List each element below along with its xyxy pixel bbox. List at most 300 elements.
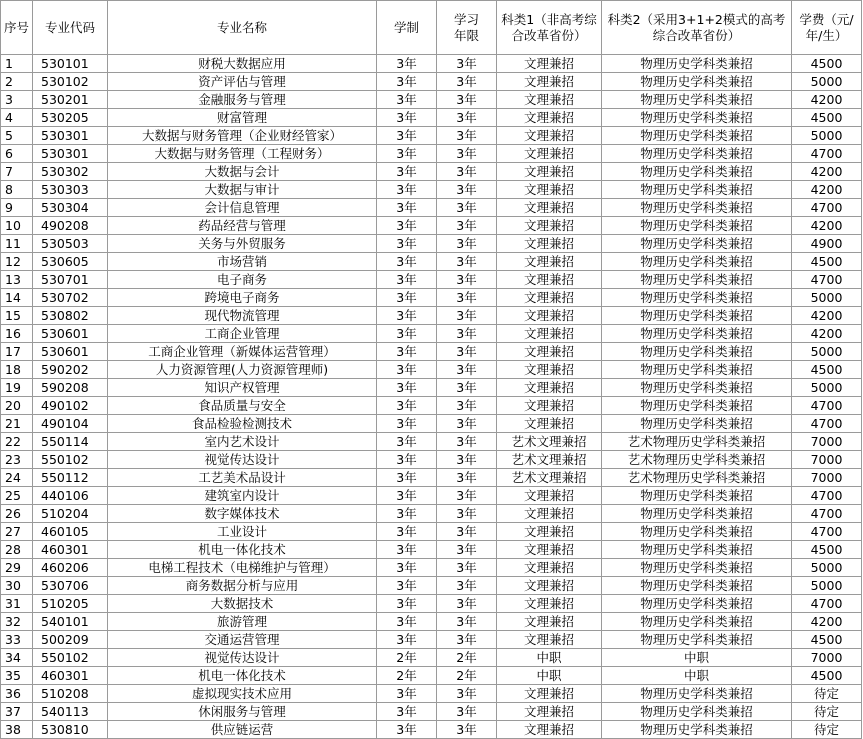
table-row (1, 523, 862, 541)
cell-major-code: 590202 (33, 361, 108, 379)
cell-fee: 5000 (792, 577, 862, 595)
cell-fee: 待定 (792, 685, 862, 703)
cell-category-1: 文理兼招 (497, 361, 602, 379)
cell-system: 3年 (377, 379, 437, 397)
table-row (1, 577, 862, 595)
cell-fee: 待定 (792, 721, 862, 739)
cell-system: 3年 (377, 55, 437, 73)
cell-category-1: 文理兼招 (497, 271, 602, 289)
cell-major-code: 490208 (33, 217, 108, 235)
table-row (1, 253, 862, 271)
cell-system: 3年 (377, 703, 437, 721)
cell-system: 3年 (377, 73, 437, 91)
cell-major-name: 供应链运营 (108, 721, 377, 739)
cell-study-years: 3年 (437, 379, 497, 397)
cell-study-years: 3年 (437, 613, 497, 631)
table-row (1, 721, 862, 739)
cell-fee: 7000 (792, 469, 862, 487)
table-row (1, 289, 862, 307)
table-row (1, 127, 862, 145)
cell-system: 3年 (377, 289, 437, 307)
cell-system: 3年 (377, 181, 437, 199)
table-row (1, 703, 862, 721)
cell-major-name: 食品检验检测技术 (108, 415, 377, 433)
cell-category-2: 物理历史学科类兼招 (602, 595, 792, 613)
cell-system: 3年 (377, 523, 437, 541)
table-row (1, 613, 862, 631)
table-row (1, 379, 862, 397)
cell-seq: 36 (1, 685, 33, 703)
table-row (1, 307, 862, 325)
cell-major-name: 财税大数据应用 (108, 55, 377, 73)
table-row (1, 145, 862, 163)
cell-major-name: 电子商务 (108, 271, 377, 289)
cell-category-1: 文理兼招 (497, 289, 602, 307)
cell-major-name: 财富管理 (108, 109, 377, 127)
cell-system: 3年 (377, 397, 437, 415)
cell-major-code: 440106 (33, 487, 108, 505)
cell-major-code: 550114 (33, 433, 108, 451)
cell-seq: 30 (1, 577, 33, 595)
cell-system: 3年 (377, 307, 437, 325)
cell-major-name: 现代物流管理 (108, 307, 377, 325)
cell-study-years: 3年 (437, 577, 497, 595)
cell-category-1: 文理兼招 (497, 541, 602, 559)
cell-seq: 38 (1, 721, 33, 739)
cell-fee: 4200 (792, 613, 862, 631)
table-row (1, 217, 862, 235)
cell-study-years: 3年 (437, 433, 497, 451)
cell-major-name: 工商企业管理 (108, 325, 377, 343)
cell-category-1: 文理兼招 (497, 163, 602, 181)
cell-seq: 8 (1, 181, 33, 199)
table-row (1, 649, 862, 667)
table-row (1, 199, 862, 217)
cell-category-2: 物理历史学科类兼招 (602, 109, 792, 127)
cell-category-2: 物理历史学科类兼招 (602, 721, 792, 739)
header-row (1, 1, 862, 55)
cell-major-code: 530802 (33, 307, 108, 325)
cell-fee: 4500 (792, 55, 862, 73)
table-row (1, 55, 862, 73)
header-category-2: 科类2（采用3+1+2模式的高考综合改革省份） (602, 1, 792, 55)
cell-category-1: 文理兼招 (497, 523, 602, 541)
cell-major-name: 工业设计 (108, 523, 377, 541)
cell-major-code: 530301 (33, 127, 108, 145)
cell-fee: 5000 (792, 289, 862, 307)
cell-category-1: 中职 (497, 649, 602, 667)
cell-major-code: 490102 (33, 397, 108, 415)
cell-category-2: 物理历史学科类兼招 (602, 613, 792, 631)
cell-major-name: 电梯工程技术（电梯维护与管理） (108, 559, 377, 577)
cell-major-name: 食品质量与安全 (108, 397, 377, 415)
cell-category-2: 物理历史学科类兼招 (602, 397, 792, 415)
cell-study-years: 3年 (437, 325, 497, 343)
cell-category-2: 物理历史学科类兼招 (602, 73, 792, 91)
cell-fee: 4900 (792, 235, 862, 253)
cell-system: 3年 (377, 199, 437, 217)
cell-major-name: 机电一体化技术 (108, 667, 377, 685)
cell-system: 3年 (377, 595, 437, 613)
cell-fee: 4700 (792, 595, 862, 613)
header-code: 专业代码 (33, 1, 108, 55)
table-row (1, 109, 862, 127)
cell-major-name: 大数据与财务管理（企业财经管家） (108, 127, 377, 145)
cell-category-2: 中职 (602, 667, 792, 685)
table-row (1, 361, 862, 379)
cell-study-years: 3年 (437, 91, 497, 109)
cell-major-name: 大数据与审计 (108, 181, 377, 199)
cell-fee: 4500 (792, 541, 862, 559)
cell-fee: 4700 (792, 199, 862, 217)
cell-seq: 16 (1, 325, 33, 343)
cell-category-2: 物理历史学科类兼招 (602, 253, 792, 271)
cell-category-2: 物理历史学科类兼招 (602, 523, 792, 541)
header-fee: 学费（元/年/生） (792, 1, 862, 55)
cell-major-name: 大数据技术 (108, 595, 377, 613)
cell-system: 3年 (377, 109, 437, 127)
cell-major-code: 530301 (33, 145, 108, 163)
cell-major-code: 530701 (33, 271, 108, 289)
cell-category-2: 艺术物理历史学科类兼招 (602, 469, 792, 487)
cell-category-1: 艺术文理兼招 (497, 469, 602, 487)
cell-study-years: 3年 (437, 163, 497, 181)
cell-category-2: 物理历史学科类兼招 (602, 127, 792, 145)
cell-category-1: 文理兼招 (497, 505, 602, 523)
cell-fee: 4700 (792, 145, 862, 163)
cell-category-1: 文理兼招 (497, 91, 602, 109)
cell-system: 2年 (377, 667, 437, 685)
cell-major-code: 530101 (33, 55, 108, 73)
cell-fee: 7000 (792, 649, 862, 667)
cell-fee: 4700 (792, 523, 862, 541)
cell-system: 3年 (377, 343, 437, 361)
cell-seq: 1 (1, 55, 33, 73)
cell-study-years: 3年 (437, 631, 497, 649)
cell-major-code: 530302 (33, 163, 108, 181)
table-row (1, 415, 862, 433)
cell-major-name: 关务与外贸服务 (108, 235, 377, 253)
cell-fee: 4200 (792, 163, 862, 181)
cell-major-name: 交通运营管理 (108, 631, 377, 649)
cell-seq: 37 (1, 703, 33, 721)
cell-major-code: 530702 (33, 289, 108, 307)
table-row (1, 631, 862, 649)
cell-seq: 14 (1, 289, 33, 307)
cell-study-years: 3年 (437, 253, 497, 271)
cell-study-years: 3年 (437, 451, 497, 469)
table-row (1, 397, 862, 415)
cell-system: 3年 (377, 469, 437, 487)
cell-category-1: 文理兼招 (497, 307, 602, 325)
cell-category-2: 物理历史学科类兼招 (602, 289, 792, 307)
cell-fee: 7000 (792, 451, 862, 469)
cell-major-code: 540101 (33, 613, 108, 631)
cell-category-1: 艺术文理兼招 (497, 451, 602, 469)
cell-major-name: 虚拟现实技术应用 (108, 685, 377, 703)
cell-category-1: 文理兼招 (497, 325, 602, 343)
cell-study-years: 2年 (437, 667, 497, 685)
cell-system: 3年 (377, 253, 437, 271)
cell-category-1: 文理兼招 (497, 199, 602, 217)
cell-category-1: 文理兼招 (497, 253, 602, 271)
cell-major-name: 药品经营与管理 (108, 217, 377, 235)
cell-fee: 4700 (792, 397, 862, 415)
table-row (1, 451, 862, 469)
cell-fee: 4500 (792, 253, 862, 271)
cell-study-years: 3年 (437, 523, 497, 541)
cell-category-2: 物理历史学科类兼招 (602, 631, 792, 649)
cell-major-code: 460301 (33, 667, 108, 685)
cell-seq: 22 (1, 433, 33, 451)
cell-major-code: 510205 (33, 595, 108, 613)
cell-study-years: 3年 (437, 487, 497, 505)
cell-system: 3年 (377, 721, 437, 739)
cell-category-1: 文理兼招 (497, 721, 602, 739)
cell-study-years: 3年 (437, 127, 497, 145)
cell-study-years: 3年 (437, 181, 497, 199)
cell-seq: 19 (1, 379, 33, 397)
cell-major-name: 金融服务与管理 (108, 91, 377, 109)
cell-system: 3年 (377, 235, 437, 253)
cell-seq: 10 (1, 217, 33, 235)
cell-major-name: 建筑室内设计 (108, 487, 377, 505)
cell-category-2: 物理历史学科类兼招 (602, 145, 792, 163)
cell-category-1: 文理兼招 (497, 685, 602, 703)
cell-major-name: 跨境电子商务 (108, 289, 377, 307)
cell-major-code: 550102 (33, 451, 108, 469)
cell-study-years: 3年 (437, 397, 497, 415)
cell-category-1: 文理兼招 (497, 145, 602, 163)
cell-category-2: 物理历史学科类兼招 (602, 235, 792, 253)
cell-seq: 6 (1, 145, 33, 163)
cell-study-years: 3年 (437, 55, 497, 73)
cell-system: 3年 (377, 127, 437, 145)
cell-seq: 5 (1, 127, 33, 145)
cell-major-code: 530605 (33, 253, 108, 271)
cell-system: 2年 (377, 649, 437, 667)
cell-fee: 5000 (792, 559, 862, 577)
cell-category-1: 文理兼招 (497, 109, 602, 127)
cell-major-name: 数字媒体技术 (108, 505, 377, 523)
cell-study-years: 2年 (437, 649, 497, 667)
cell-category-1: 文理兼招 (497, 127, 602, 145)
cell-major-code: 530201 (33, 91, 108, 109)
cell-major-name: 市场营销 (108, 253, 377, 271)
cell-seq: 17 (1, 343, 33, 361)
cell-category-1: 文理兼招 (497, 73, 602, 91)
cell-category-2: 物理历史学科类兼招 (602, 271, 792, 289)
cell-study-years: 3年 (437, 217, 497, 235)
cell-major-code: 530303 (33, 181, 108, 199)
cell-category-1: 文理兼招 (497, 217, 602, 235)
cell-major-name: 会计信息管理 (108, 199, 377, 217)
cell-seq: 18 (1, 361, 33, 379)
cell-seq: 26 (1, 505, 33, 523)
cell-system: 3年 (377, 487, 437, 505)
cell-seq: 11 (1, 235, 33, 253)
cell-study-years: 3年 (437, 343, 497, 361)
cell-major-code: 530706 (33, 577, 108, 595)
cell-fee: 5000 (792, 73, 862, 91)
cell-fee: 4700 (792, 505, 862, 523)
cell-major-code: 530810 (33, 721, 108, 739)
table-row (1, 595, 862, 613)
table-row (1, 73, 862, 91)
cell-system: 3年 (377, 685, 437, 703)
cell-seq: 24 (1, 469, 33, 487)
cell-study-years: 3年 (437, 541, 497, 559)
cell-seq: 31 (1, 595, 33, 613)
cell-category-1: 文理兼招 (497, 595, 602, 613)
cell-major-code: 550112 (33, 469, 108, 487)
cell-system: 3年 (377, 415, 437, 433)
cell-category-2: 物理历史学科类兼招 (602, 415, 792, 433)
cell-system: 3年 (377, 505, 437, 523)
table-row (1, 433, 862, 451)
cell-system: 3年 (377, 91, 437, 109)
cell-seq: 7 (1, 163, 33, 181)
cell-seq: 2 (1, 73, 33, 91)
cell-fee: 4500 (792, 667, 862, 685)
cell-system: 3年 (377, 271, 437, 289)
cell-category-2: 物理历史学科类兼招 (602, 505, 792, 523)
cell-major-name: 资产评估与管理 (108, 73, 377, 91)
table-row (1, 685, 862, 703)
cell-fee: 4200 (792, 325, 862, 343)
cell-study-years: 3年 (437, 721, 497, 739)
cell-study-years: 3年 (437, 595, 497, 613)
cell-system: 3年 (377, 361, 437, 379)
cell-category-2: 物理历史学科类兼招 (602, 487, 792, 505)
cell-study-years: 3年 (437, 145, 497, 163)
cell-seq: 32 (1, 613, 33, 631)
cell-system: 3年 (377, 325, 437, 343)
cell-major-code: 540113 (33, 703, 108, 721)
header-name: 专业名称 (108, 1, 377, 55)
cell-fee: 4200 (792, 307, 862, 325)
table-row (1, 559, 862, 577)
cell-major-name: 大数据与财务管理（工程财务） (108, 145, 377, 163)
cell-major-code: 500209 (33, 631, 108, 649)
cell-study-years: 3年 (437, 703, 497, 721)
cell-category-2: 物理历史学科类兼招 (602, 703, 792, 721)
cell-fee: 4700 (792, 487, 862, 505)
cell-seq: 27 (1, 523, 33, 541)
cell-fee: 4500 (792, 631, 862, 649)
cell-seq: 23 (1, 451, 33, 469)
cell-fee: 5000 (792, 379, 862, 397)
cell-major-code: 460105 (33, 523, 108, 541)
cell-major-name: 旅游管理 (108, 613, 377, 631)
cell-fee: 4700 (792, 271, 862, 289)
cell-major-name: 休闲服务与管理 (108, 703, 377, 721)
cell-study-years: 3年 (437, 361, 497, 379)
cell-major-code: 530601 (33, 343, 108, 361)
cell-category-2: 物理历史学科类兼招 (602, 163, 792, 181)
table-row (1, 163, 862, 181)
cell-major-name: 工艺美术品设计 (108, 469, 377, 487)
table-row (1, 325, 862, 343)
table-row (1, 505, 862, 523)
cell-fee: 5000 (792, 127, 862, 145)
cell-seq: 34 (1, 649, 33, 667)
cell-category-2: 物理历史学科类兼招 (602, 91, 792, 109)
header-seq: 序号 (1, 1, 33, 55)
cell-category-2: 物理历史学科类兼招 (602, 379, 792, 397)
cell-seq: 25 (1, 487, 33, 505)
cell-major-code: 510204 (33, 505, 108, 523)
cell-category-1: 文理兼招 (497, 415, 602, 433)
cell-system: 3年 (377, 217, 437, 235)
cell-fee: 4700 (792, 415, 862, 433)
cell-study-years: 3年 (437, 415, 497, 433)
cell-fee: 4500 (792, 109, 862, 127)
header-system: 学制 (377, 1, 437, 55)
cell-study-years: 3年 (437, 73, 497, 91)
cell-major-code: 460206 (33, 559, 108, 577)
cell-category-1: 文理兼招 (497, 631, 602, 649)
cell-major-code: 590208 (33, 379, 108, 397)
cell-major-name: 人力资源管理(人力资源管理师) (108, 361, 377, 379)
table-row (1, 91, 862, 109)
cell-category-2: 艺术物理历史学科类兼招 (602, 451, 792, 469)
cell-category-1: 艺术文理兼招 (497, 433, 602, 451)
cell-fee: 7000 (792, 433, 862, 451)
cell-system: 3年 (377, 631, 437, 649)
cell-system: 3年 (377, 451, 437, 469)
table-row (1, 541, 862, 559)
cell-system: 3年 (377, 433, 437, 451)
cell-category-2: 物理历史学科类兼招 (602, 325, 792, 343)
cell-seq: 9 (1, 199, 33, 217)
cell-fee: 4200 (792, 217, 862, 235)
cell-system: 3年 (377, 559, 437, 577)
cell-major-code: 510208 (33, 685, 108, 703)
cell-category-2: 物理历史学科类兼招 (602, 55, 792, 73)
cell-seq: 28 (1, 541, 33, 559)
cell-category-2: 物理历史学科类兼招 (602, 199, 792, 217)
table-header (1, 1, 862, 55)
cell-category-1: 文理兼招 (497, 577, 602, 595)
cell-system: 3年 (377, 613, 437, 631)
cell-category-1: 文理兼招 (497, 343, 602, 361)
cell-fee: 5000 (792, 343, 862, 361)
cell-fee: 4200 (792, 91, 862, 109)
cell-study-years: 3年 (437, 505, 497, 523)
table-body (1, 55, 862, 739)
cell-category-1: 文理兼招 (497, 559, 602, 577)
cell-system: 3年 (377, 577, 437, 595)
cell-category-1: 文理兼招 (497, 181, 602, 199)
cell-study-years: 3年 (437, 199, 497, 217)
cell-category-1: 文理兼招 (497, 703, 602, 721)
cell-category-2: 艺术物理历史学科类兼招 (602, 433, 792, 451)
cell-seq: 33 (1, 631, 33, 649)
cell-seq: 3 (1, 91, 33, 109)
table-row (1, 469, 862, 487)
cell-category-2: 物理历史学科类兼招 (602, 361, 792, 379)
cell-seq: 13 (1, 271, 33, 289)
cell-seq: 35 (1, 667, 33, 685)
cell-system: 3年 (377, 541, 437, 559)
cell-study-years: 3年 (437, 271, 497, 289)
cell-study-years: 3年 (437, 289, 497, 307)
cell-fee: 4200 (792, 181, 862, 199)
cell-major-code: 530304 (33, 199, 108, 217)
cell-major-code: 530601 (33, 325, 108, 343)
cell-major-code: 530205 (33, 109, 108, 127)
